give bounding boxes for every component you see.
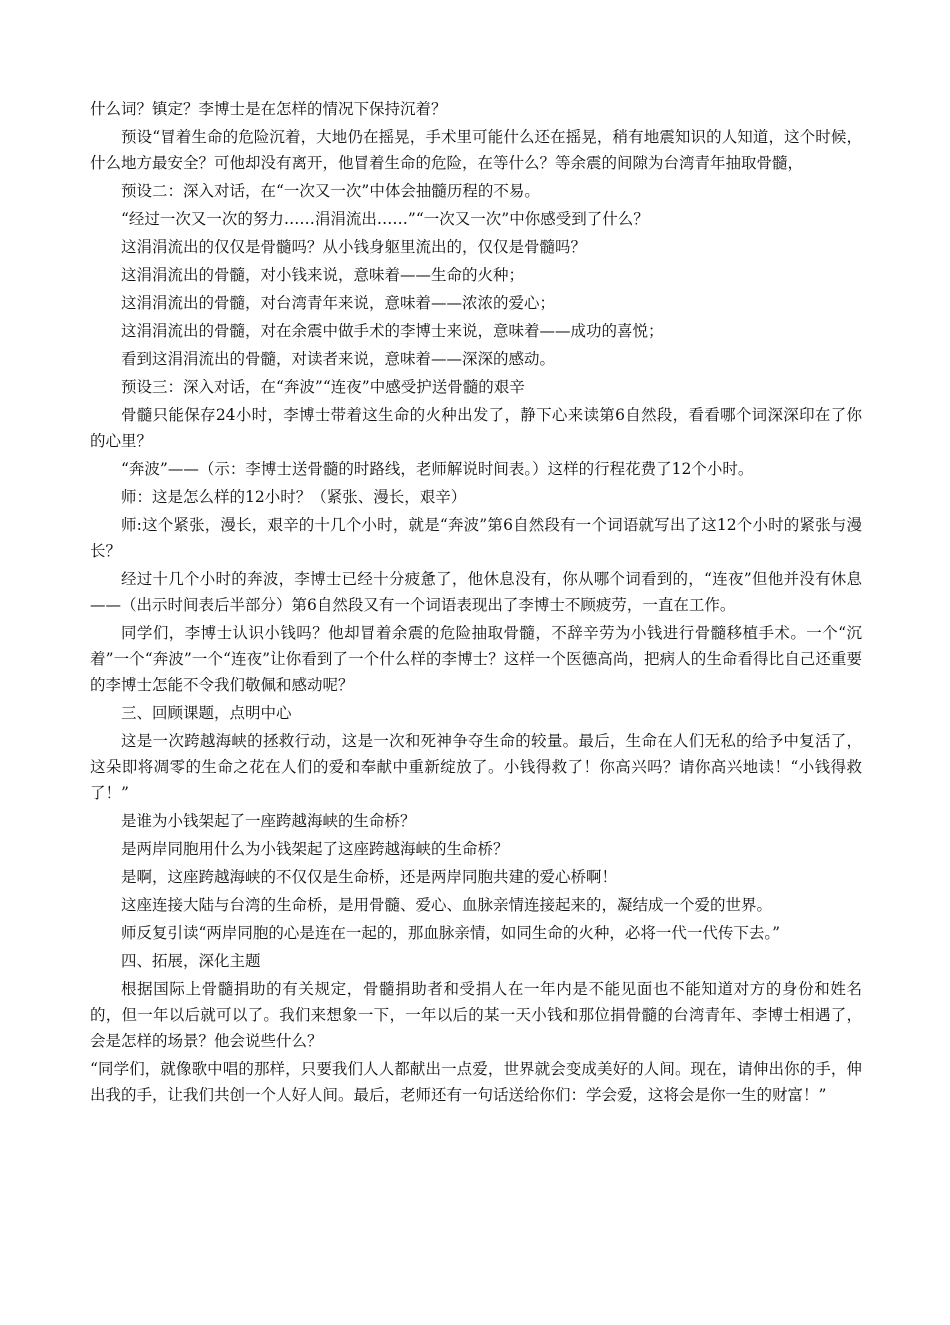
paragraph: 看到这涓涓流出的骨髓，对读者来说，意味着——深深的感动。 (121, 350, 556, 368)
paragraph: 同学们，李博士认识小钱吗？他却冒着余震的危险抽取骨髓，不辞辛劳为小钱进行骨髓移植手术。一个“沉着”一个“奔波”一个“连夜”让你看到了一个什么样的李博士？这样一个医德高尚，把病人的生命看得比自己还重要的李博士怎能不令我们敬佩和感动呢？ (90, 624, 862, 694)
paragraph: “奔波”——（示：李博士送骨髓的时路线，老师解说时间表。）这样的行程花费了12个小时。 (121, 460, 754, 478)
paragraph: 这涓涓流出的骨髓，对小钱来说，意味着——生命的火种； (121, 266, 525, 284)
paragraph: 是谁为小钱架起了一座跨越海峡的生命桥？ (121, 812, 416, 830)
paragraph: 师反复引读“两岸同胞的心是连在一起的，那血脉亲情，如同生命的火种，必将一代一代传下去。” (121, 924, 781, 942)
document-body (90, 96, 862, 1110)
paragraph: 预设“冒着生命的危险沉着，大地仍在摇晃，手术里可能什么还在摇晃，稍有地震知识的人知道，这个时候，什么地方最安全？可他却没有离开，他冒着生命的危险，在等什么？等余震的间隙为台湾青年抽取骨髓， (90, 128, 862, 172)
paragraph: 这涓涓流出的仅仅是骨髓吗？从小钱身躯里流出的，仅仅是骨髓吗？ (121, 238, 587, 256)
paragraph: “经过一次又一次的努力……涓涓流出……”“一次又一次”中你感受到了什么？ (121, 210, 649, 228)
paragraph: 什么词？镇定？李博士是在怎样的情况下保持沉着？ (90, 100, 447, 118)
paragraph: 根据国际上骨髓捐助的有关规定，骨髓捐助者和受捐人在一年内是不能见面也不能知道对方的身份和姓名的，但一年以后就可以了。我们来想象一下，一年以后的某一天小钱和那位捐骨髓的台湾青年、李博士相遇了，会是怎样的场景？他会说些什么？ (90, 980, 862, 1050)
paragraph: 预设二：深入对话，在“一次又一次”中体会抽髓历程的不易。 (121, 182, 540, 200)
paragraph: 预设三：深入对话，在“奔波”“连夜”中感受护送骨髓的艰辛 (121, 378, 525, 396)
paragraph: 是啊，这座跨越海峡的不仅仅是生命桥，还是两岸同胞共建的爱心桥啊！ (121, 868, 618, 886)
section-heading: 四、拓展，深化主题 (121, 952, 261, 970)
paragraph: “同学们，就像歌中唱的那样，只要我们人人都献出一点爱，世界就会变成美好的人间。现在，请伸出你的手，伸出我的手，让我们共创一个人好人间。最后，老师还有一句话送给你们：学会爱，这将会是你一生的财富！” (90, 1060, 862, 1104)
paragraph: 这座连接大陆与台湾的生命桥，是用骨髓、爱心、血脉亲情连接起来的，凝结成一个爱的世界。 (121, 896, 773, 914)
paragraph: 这是一次跨越海峡的拯救行动，这是一次和死神争夺生命的较量。最后，生命在人们无私的给予中复活了，这朵即将凋零的生命之花在人们的爱和奉献中重新绽放了。小钱得救了！你高兴吗？请你高兴地读！“小钱得救了！” (90, 732, 862, 802)
paragraph: 这涓涓流出的骨髓，对台湾青年来说，意味着——浓浓的爱心； (121, 294, 556, 312)
paragraph: 骨髓只能保存24小时，李博士带着这生命的火种出发了，静下心来读第6自然段，看看哪个词深深印在了你的心里？ (90, 406, 862, 450)
section-heading: 三、回顾课题，点明中心 (121, 704, 292, 722)
paragraph: 师:这个紧张，漫长，艰辛的十几个小时，就是“奔波”第6自然段有一个词语就写出了这12个小时的紧张与漫长？ (90, 516, 862, 560)
paragraph: 这涓涓流出的骨髓，对在余震中做手术的李博士来说，意味着——成功的喜悦； (121, 322, 664, 340)
paragraph: 经过十几个小时的奔波，李博士已经十分疲惫了，他休息没有，你从哪个词看到的，“连夜”但他并没有休息——（出示时间表后半部分）第6自然段又有一个词语表现出了李博士不顾疲劳，一直在工作。 (90, 570, 862, 614)
paragraph: 师：这是怎么样的12小时？（紧张、漫长，艰辛） (121, 488, 467, 506)
paragraph: 是两岸同胞用什么为小钱架起了这座跨越海峡的生命桥？ (121, 840, 509, 858)
